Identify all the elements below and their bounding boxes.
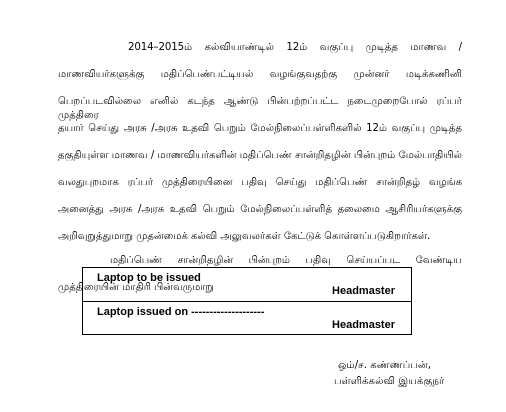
paragraph2-line-2: முத்திரையின் மாதிரி பின்வருமாறு bbox=[58, 282, 214, 293]
stamp-label-to-be-issued: Laptop to be issued bbox=[97, 272, 201, 284]
paragraph1-line-7: அனைத்து அரசு /அரசு உதவி பெறும் மேல்நிலைப்பள்ளித் தலைமை ஆசிரியர்களுக்கு bbox=[58, 204, 462, 215]
stamp-label-issued-on: Laptop issued on -------------------- bbox=[97, 306, 265, 318]
paragraph1-line-4: தயார் செய்து அரசு /அரசு உதவி பெறும் மேல்நிலைப்பள்ளிகளில் 12ம் வகுப்பு முடித்த bbox=[58, 123, 462, 134]
paragraph1-line-5: தகுதியுள்ள மாணவ / மாணவியர்களின் மதிப்பெண் சான்றிதழின் பின்புறம் மேல்பாதியில் bbox=[58, 150, 462, 161]
stamp-sample-box bbox=[82, 267, 412, 335]
signature-name: ஒம்/ச. கண்ணப்பன், bbox=[338, 360, 432, 371]
paragraph1-line-8: அறிவுறுத்துமாறு முதன்மைக் கல்வி அலுவலர்கள் கேட்டுக் கொள்ளப்படுகிறார்கள். bbox=[58, 231, 431, 242]
paragraph2-line-1: மதிப்பெண் சான்றிதழின் பின்புறம் பதிவு செய்யப்பட வேண்டிய bbox=[110, 255, 462, 266]
stamp-row-issued-on bbox=[83, 301, 411, 335]
signature-title: பள்ளிக்கல்வி இயக்குநர் bbox=[334, 376, 445, 387]
paragraph1-line-1: 2014–2015ம் கல்வியாண்டில் 12ம் வகுப்பு முடித்த மாணவ / bbox=[128, 42, 462, 53]
stamp-headmaster-2: Headmaster bbox=[332, 319, 395, 331]
paragraph1-line-6: வலதுபுறமாக ரப்பர் முத்திரையினை பதிவு செய்து மதிப்பெண் சான்றிதழ் வழங்க bbox=[58, 177, 462, 188]
stamp-headmaster-1: Headmaster bbox=[332, 285, 395, 297]
paragraph1-line-3: பெறப்படவில்லை எனில் கடந்த ஆண்டு பின்பற்றப்பட்ட நடைமுறைபோல் ரப்பர் முத்திரை bbox=[58, 96, 462, 121]
paragraph1-line-2: மாணவியர்களுக்கு மதிப்பெண்பட்டியல் வழங்குவதற்கு முன்னர் மடிக்கணினி bbox=[58, 69, 462, 80]
stamp-row-to-be-issued bbox=[83, 268, 411, 301]
